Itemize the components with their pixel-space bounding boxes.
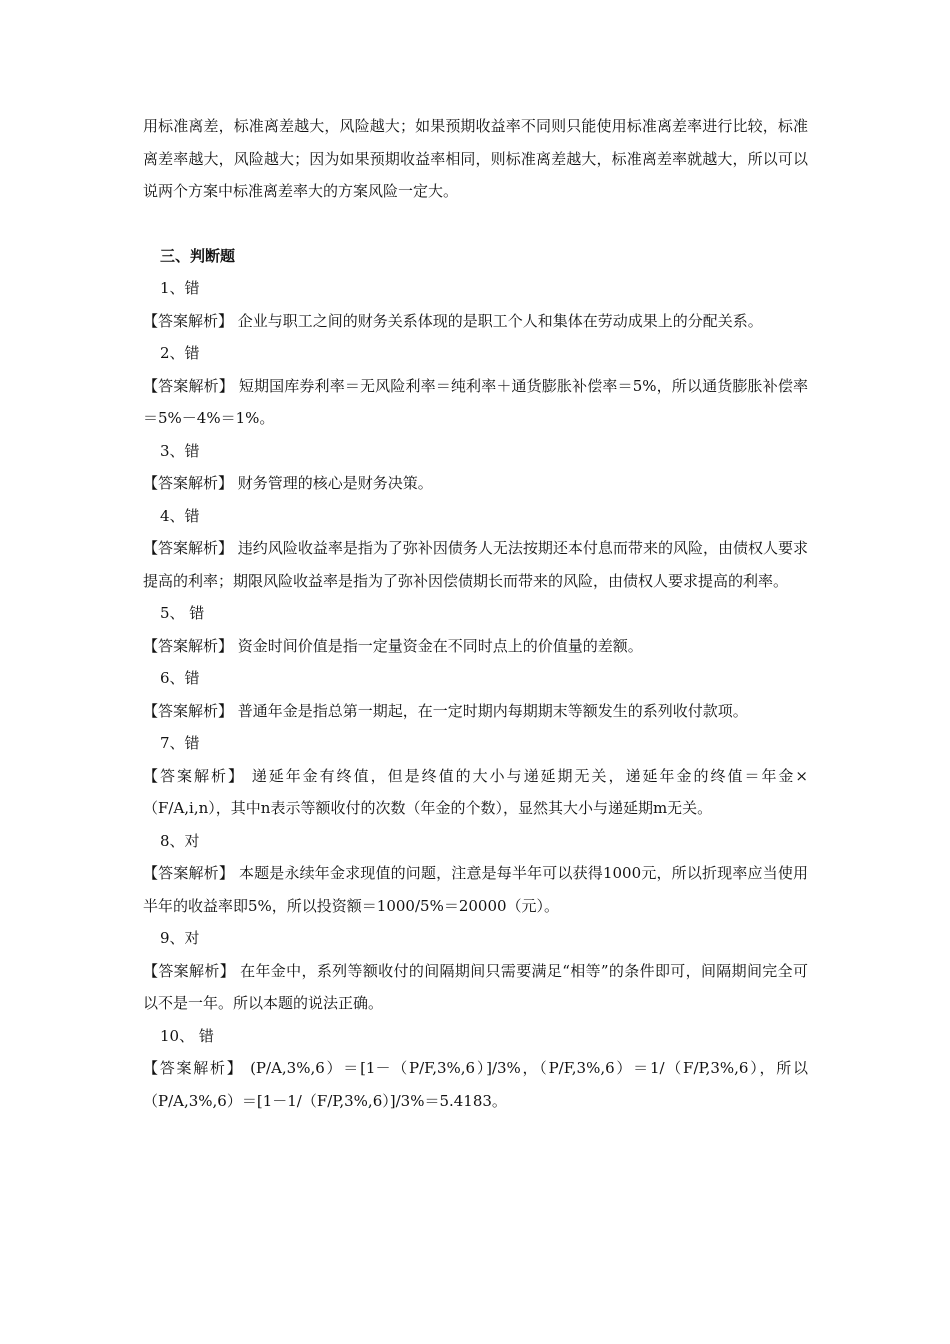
- question-number: 4、错: [160, 506, 200, 525]
- question-number: 7、错: [160, 734, 200, 752]
- answer-explanation: 【答案解析】 财务管理的核心是财务决策。: [143, 474, 433, 492]
- question-number: 8、对: [160, 831, 200, 850]
- answer-explanation: 【答案解析】 违约风险收益率是指为了弥补因债务人无法按期还本付息而带来的风险，由债权人要求提高的利率；期限风险收益率是指为了弥补因偿债期长而带来的风险，由债权人要求提高的利率。: [143, 539, 808, 590]
- answer-explanation: 【答案解析】 (P/A,3%,6）＝[1－（P/F,3%,6）]/3%，（P/F,3%,6）＝1/（F/P,3%,6），所以（P/A,3%,6）＝[1－1/（F/P,3%,6）]/3%＝5.4183。: [143, 1059, 808, 1110]
- answer-explanation: 【答案解析】 在年金中，系列等额收付的间隔期间只需要满足“相等”的条件即可，间隔期间完全可以不是一年。所以本题的说法正确。: [143, 961, 808, 1012]
- answer-list: [143, 272, 808, 1117]
- answer-explanation: 【答案解析】 短期国库券利率＝无风险利率＝纯利率＋通货膨胀补偿率＝5%，所以通货膨胀补偿率＝5%－4%＝1%。: [143, 376, 808, 427]
- section-heading: 三、判断题: [160, 247, 236, 265]
- question-number: 10、 错: [160, 1026, 214, 1045]
- answer-explanation: 【答案解析】 企业与职工之间的财务关系体现的是职工个人和集体在劳动成果上的分配关系。: [143, 311, 763, 330]
- question-number: 9、对: [160, 929, 200, 947]
- intro-paragraph: 用标准离差，标准离差越大，风险越大；如果预期收益率不同则只能使用标准离差率进行比较，标准离差率越大，风险越大；因为如果预期收益率相同，则标准离差越大，标准离差率就越大，所以可以说两个方案中标准离差率大的方案风险一定大。: [143, 117, 808, 200]
- question-number: 1、错: [160, 279, 200, 297]
- question-number: 6、错: [160, 669, 200, 687]
- answer-explanation: 【答案解析】 本题是永续年金求现值的问题，注意是每半年可以获得1000元，所以折现率应当使用半年的收益率即5%，所以投资额＝1000/5%＝20000（元）。: [143, 864, 808, 915]
- question-number: 5、 错: [160, 604, 205, 622]
- question-number: 3、错: [160, 441, 200, 460]
- question-number: 2、错: [160, 344, 200, 362]
- answer-explanation: 【答案解析】 资金时间价值是指一定量资金在不同时点上的价值量的差额。: [143, 636, 643, 655]
- answer-explanation: 【答案解析】 递延年金有终值，但是终值的大小与递延期无关，递延年金的终值＝年金×（F/A,i,n），其中n表示等额收付的次数（年金的个数），显然其大小与递延期m无关。: [143, 766, 808, 817]
- answer-explanation: 【答案解析】 普通年金是指总第一期起，在一定时期内每期期末等额发生的系列收付款项。: [143, 701, 748, 720]
